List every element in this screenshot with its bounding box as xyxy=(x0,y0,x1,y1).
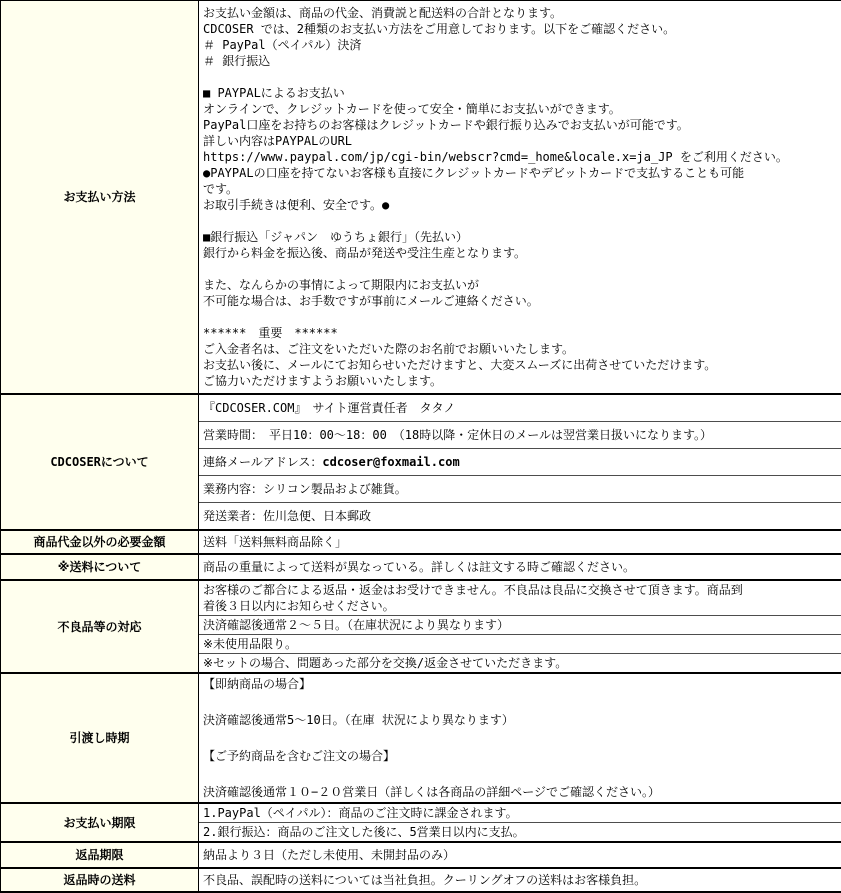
text-line: 詳しい内容はPAYPALのURL xyxy=(203,134,353,148)
text-line: 『CDCOSER.COM』 サイト運営責任者 タタノ xyxy=(203,401,456,415)
paypal-url-text: https://www.paypal.com/jp/cgi-bin/webscr?cmd=_home&locale.x=ja_JP をご利用ください。 xyxy=(203,150,788,164)
text-line: 発送業者：佐川急便、日本郵政 xyxy=(203,509,372,523)
content-cell xyxy=(199,476,841,503)
content-cell xyxy=(199,531,841,553)
row-header-payment-deadline: お支払い期限 xyxy=(1,804,199,841)
text-line xyxy=(203,261,837,277)
content-cell xyxy=(199,804,841,823)
text-line: ****** 重要 ****** xyxy=(203,326,338,340)
row-header-extra-charges: 商品代金以外の必要金額 xyxy=(1,531,199,553)
text-line: CDCOSER では、2種類のお支払い方法をご用意しております。以下をご確認ください。 xyxy=(203,22,676,36)
text-line: ご入金者名は、ご注文をいただいた際のお名前でお願いいたします。 xyxy=(203,342,575,356)
table-row-payment-method xyxy=(1,1,841,395)
text-line: 1.PayPal（ペイパル）：商品のご注文時に課金されます。 xyxy=(203,806,518,820)
content-cell xyxy=(199,616,841,635)
text-line: ※セットの場合、問題あった部分を交換/返金させていただきます。 xyxy=(203,656,568,670)
text-line xyxy=(203,765,837,783)
text-line: 送料「送料無料商品除く」 xyxy=(203,535,348,549)
text-line: 【即納商品の場合】 xyxy=(203,677,312,691)
content-cell xyxy=(199,581,841,616)
text-line: です。 xyxy=(203,182,239,196)
text-line: 商品の重量によって送料が異なっている。詳しくは註文する時ご確認ください。 xyxy=(203,560,636,574)
row-content xyxy=(199,581,841,672)
row-header-payment-method: お支払い方法 xyxy=(1,1,199,393)
text-line: PayPal口座をお持ちのお客様はクレジットカードや銀行振り込みでお支払いが可能です。 xyxy=(203,118,689,132)
row-content xyxy=(199,843,841,867)
content-cell xyxy=(199,1,841,393)
content-cell xyxy=(199,654,841,672)
table-row-about-cdcoser xyxy=(1,395,841,531)
text-line: 納品より３日（ただし未使用、未開封品のみ） xyxy=(203,848,456,862)
text-line: ＃ PayPal（ペイパル）決済 xyxy=(203,38,362,52)
text-line: 不可能な場合は、お手数ですが事前にメールご連絡ください。 xyxy=(203,294,539,308)
table-row-payment-deadline xyxy=(1,804,841,843)
text-line: 【ご予約商品を含むご注文の場合】 xyxy=(203,749,396,763)
text-line: お取引手続きは便利、安全です。● xyxy=(203,198,390,212)
text-line: ご協力いただけますようお願いいたします。 xyxy=(203,374,443,388)
text-line: ●PAYPALの口座を持てないお客様も直接にクレジットカードやデビットカードで支払することも可能 xyxy=(203,166,745,180)
table-row-shipping-note xyxy=(1,555,841,581)
table-row-defective-items xyxy=(1,581,841,674)
row-header-delivery-time: 引渡し時期 xyxy=(1,674,199,802)
text-line: 決済確認後通常２〜５日。（在庫状況により異なります） xyxy=(203,618,510,632)
content-cell xyxy=(199,449,841,476)
text-segment: 連絡メールアドレス： xyxy=(203,455,323,469)
text-line: オンラインで、クレジットカードを使って安全・簡単にお支払いができます。 xyxy=(203,102,621,116)
row-header-return-shipping: 返品時の送料 xyxy=(1,869,199,891)
text-line xyxy=(203,309,837,325)
text-line xyxy=(203,693,837,711)
text-line: お支払い後に、メールにてお知らせいただけますと、大変スムーズに出荷させていただけます。 xyxy=(203,358,717,372)
text-line: 業務内容：シリコン製品および雑貨。 xyxy=(203,482,407,496)
text-line: ※未使用品限り。 xyxy=(203,637,298,651)
row-header-about-cdcoser: CDCOSERについて xyxy=(1,395,199,529)
content-cell xyxy=(199,635,841,654)
content-cell xyxy=(199,422,841,449)
text-line xyxy=(203,69,837,85)
content-cell xyxy=(199,869,841,891)
row-header-shipping-note: ※送料について xyxy=(1,555,199,579)
text-line: 不良品、誤配時の送料については当社負担。クーリングオフの送料はお客様負担。 xyxy=(203,873,647,887)
table-row-return-deadline xyxy=(1,843,841,869)
text-line: お客様のご都合による返品・返金はお受けできません。不良品は良品に交換させて頂きます。商品到 xyxy=(203,583,743,597)
row-content xyxy=(199,395,841,529)
text-line xyxy=(203,213,837,229)
text-line: また、なんらかの事情によって期限内にお支払いが xyxy=(203,278,480,292)
row-header-defective-items: 不良品等の対応 xyxy=(1,581,199,672)
row-content xyxy=(199,531,841,553)
content-cell xyxy=(199,555,841,579)
text-line: 2.銀行振込：商品のご注文した後に、5営業日以内に支払。 xyxy=(203,825,525,839)
text-line: 決済確認後通常5〜10日。（在庫 状況により異なります） xyxy=(203,713,514,727)
text-line: ■銀行振込「ジャパン ゆうちょ銀行」（先払い） xyxy=(203,230,468,244)
text-line: お支払い金額は、商品の代金、消費説と配送料の合計となります。 xyxy=(203,6,563,20)
row-content xyxy=(199,555,841,579)
row-content xyxy=(199,1,841,393)
text-line: 決済確認後通常１０−２０営業日（詳しくは各商品の詳細ページでご確認ください。） xyxy=(203,785,660,799)
text-line: 着後３日以内にお知らせください。 xyxy=(203,599,395,613)
text-line xyxy=(203,454,837,470)
text-line: ＃ 銀行振込 xyxy=(203,54,271,68)
row-content xyxy=(199,804,841,841)
table-row-return-shipping xyxy=(1,869,841,893)
text-line: 銀行から料金を振込後、商品が発送や受注生産となります。 xyxy=(203,246,527,260)
text-line xyxy=(203,729,837,747)
content-cell xyxy=(199,674,841,802)
text-line: ■ PAYPALによるお支払い xyxy=(203,86,345,100)
row-content xyxy=(199,869,841,891)
row-header-return-deadline: 返品期限 xyxy=(1,843,199,867)
table-row-extra-charges xyxy=(1,531,841,555)
row-content xyxy=(199,674,841,802)
text-line: 営業時間： 平日10：00〜18：00 （18時以降・定休日のメールは翌営業日扱いになります。） xyxy=(203,428,713,442)
content-cell xyxy=(199,395,841,422)
email-address: cdcoser@foxmail.com xyxy=(322,455,460,469)
table-row-delivery-time xyxy=(1,674,841,804)
content-cell xyxy=(199,503,841,529)
content-cell xyxy=(199,843,841,867)
content-cell xyxy=(199,823,841,841)
